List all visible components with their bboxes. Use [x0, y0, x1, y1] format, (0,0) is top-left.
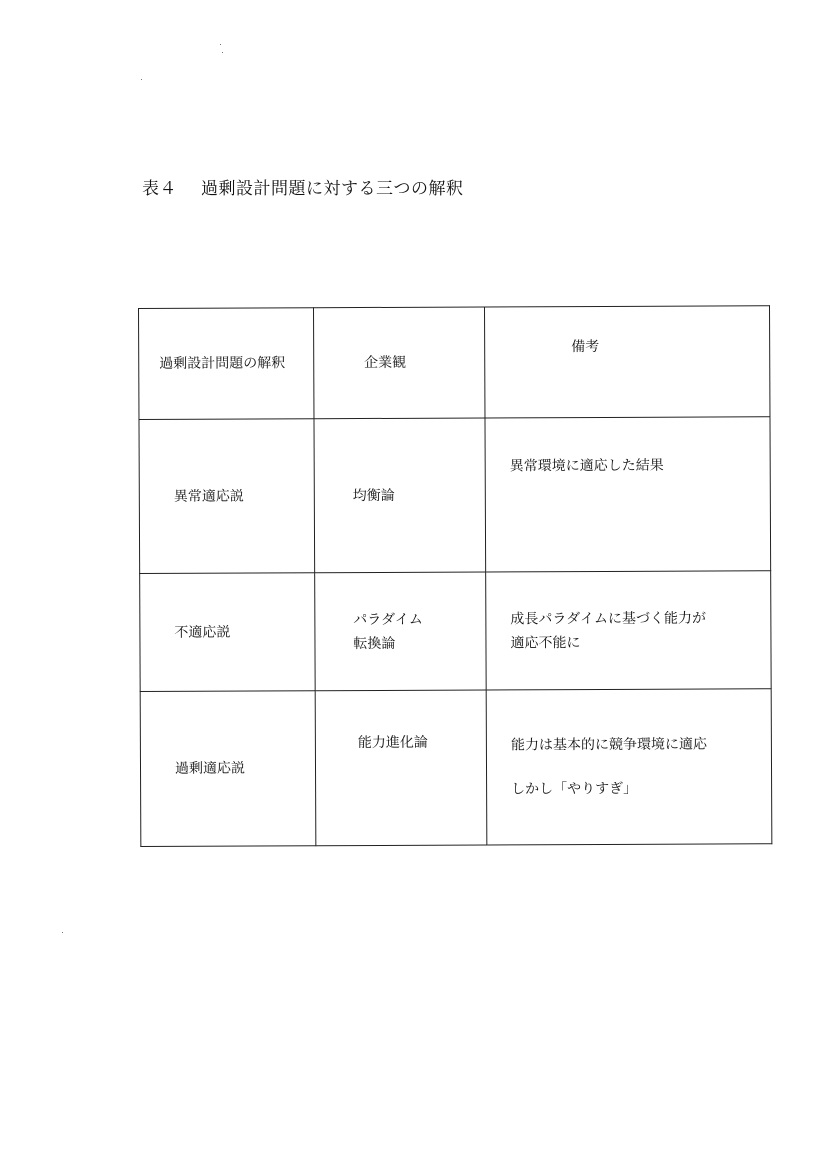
row-interpretation: 不適応説: [140, 573, 315, 692]
interpretation-table: [138, 305, 772, 847]
table-header-row: [139, 306, 770, 420]
view-line: 均衡論: [352, 487, 395, 504]
header-interpretation: 過剰設計問題の解釈: [139, 308, 314, 420]
row-view: [314, 418, 486, 573]
row-remarks: [485, 417, 771, 572]
table-row: [140, 571, 772, 692]
view-line: 能力進化論: [357, 734, 428, 752]
scan-speck: [141, 79, 142, 80]
remarks-line: 成長パラダイムに基づく能力が: [510, 610, 707, 627]
scan-speck: [62, 932, 63, 933]
table-caption: [142, 174, 464, 199]
table-title: 過剰設計問題に対する三つの解釈: [201, 179, 464, 199]
remarks-line: 適応不能に: [510, 634, 581, 651]
scan-speck: [222, 52, 223, 53]
table-number: 表４: [142, 179, 177, 199]
view-line: 転換論: [353, 635, 396, 652]
table-row: [140, 689, 772, 847]
row-interpretation: 異常適応説: [139, 419, 315, 574]
header-remarks: 備考: [485, 306, 770, 418]
remarks-line: 異常環境に適応した結果: [509, 457, 664, 475]
row-interpretation: 過剰適応説: [140, 691, 316, 847]
header-view: 企業観: [313, 307, 485, 419]
row-view: [315, 690, 487, 846]
row-view: [315, 572, 487, 691]
remarks-line: しかし「やりすぎ」: [511, 780, 638, 798]
row-remarks: [486, 571, 771, 690]
row-remarks: [486, 689, 772, 845]
view-line: パラダイム: [353, 611, 423, 628]
table-row: [139, 417, 771, 574]
scan-speck: [220, 44, 221, 45]
remarks-line: 能力は基本的に競争環境に適応: [510, 736, 707, 754]
